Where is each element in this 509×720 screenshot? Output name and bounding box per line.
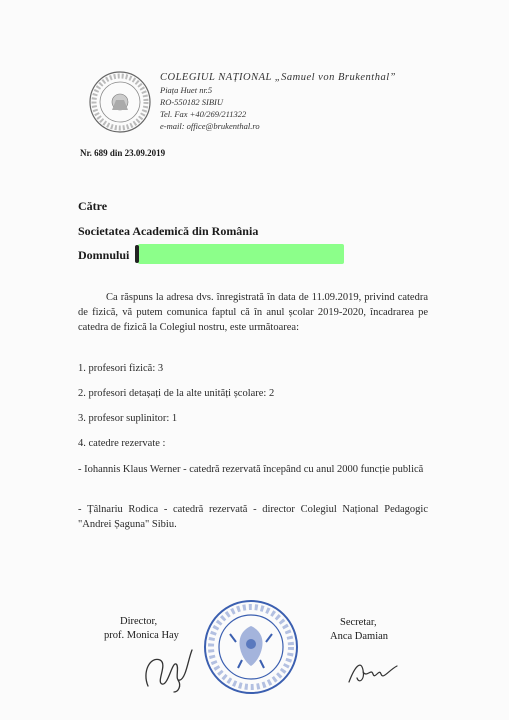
director-name: prof. Monica Hay: [104, 630, 179, 641]
secretary-name: Anca Damian: [330, 631, 389, 642]
secretary-signature-icon: [345, 656, 401, 688]
list-item: - Iohannis Klaus Werner - catedră rezervată începând cu anul 2000 funcție publică: [78, 464, 424, 475]
email: e-mail: office@brukenthal.ro: [160, 121, 260, 131]
director-title: Director,: [120, 616, 158, 627]
school-name: COLEGIUL NAȚIONAL „Samuel von Brukenthal”: [160, 72, 396, 83]
document-number: Nr. 689 din 23.09.2019: [80, 148, 166, 158]
school-seal-icon: [88, 70, 152, 134]
list-item: - Țâlnariu Rodica - catedră rezervată - director Colegiul Național Pedagogic "Andrei Șaguna" Sibiu.: [78, 504, 428, 530]
director-signature-icon: [138, 642, 198, 694]
addressee-organization: Societatea Academică din România: [78, 224, 259, 238]
addressee-to: Către: [78, 199, 108, 213]
address-line-1: Piața Huet nr.5: [160, 85, 213, 95]
list-item: 2. profesori detașați de la alte unități școlare: 2: [78, 388, 275, 399]
official-stamp-icon: [202, 598, 300, 696]
redaction-highlight: [138, 244, 344, 264]
phone-fax: Tel. Fax +40/269/211322: [160, 109, 247, 119]
intro-paragraph: Ca răspuns la adresa dvs. înregistrată în data de 11.09.2019, privind catedra de fizică, vă putem comunica faptul că în anul școlar 2019-2020, încadrarea pe catedra de fizică la Colegiul nostru, este următoarea:: [78, 292, 428, 333]
addressee-salutation: Domnului: [78, 248, 130, 262]
secretary-title: Secretar,: [340, 617, 377, 628]
letterhead: [160, 72, 396, 132]
list-item: 3. profesor suplinitor: 1: [78, 413, 178, 424]
list-item: 1. profesori fizică: 3: [78, 363, 164, 374]
list-item: 4. catedre rezervate :: [78, 438, 166, 449]
address-line-2: RO-550182 SIBIU: [160, 97, 224, 107]
